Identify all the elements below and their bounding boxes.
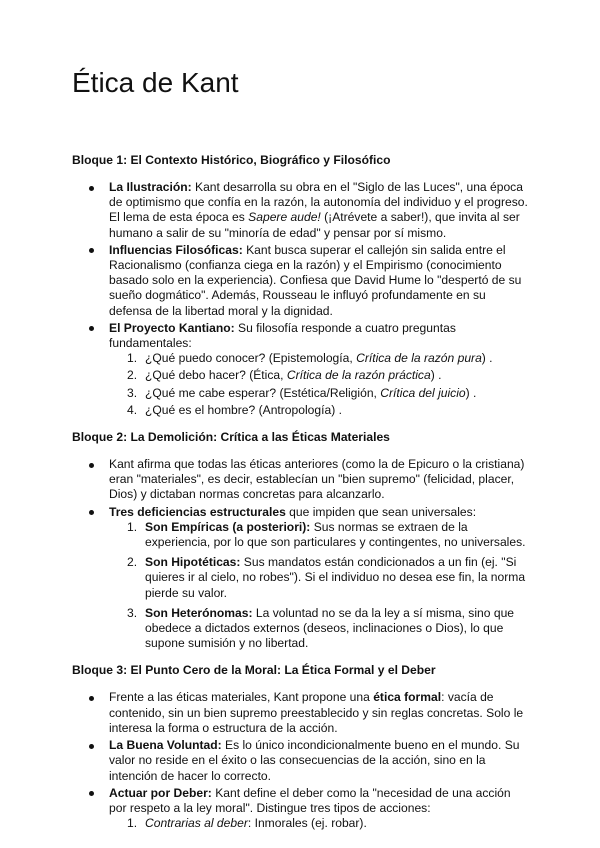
item-text: ) . — [465, 385, 477, 400]
item-text: ¿Qué es el hombre? (Antropología) . — [145, 402, 342, 417]
list-item-deber — [109, 786, 528, 832]
list-item-proyecto — [109, 321, 528, 418]
page-title: Ética de Kant — [72, 67, 239, 98]
italic-text: Contrarias al deber — [145, 816, 248, 831]
item-text: ¿Qué debo hacer? (Ética, — [145, 368, 287, 383]
bullet-list — [72, 180, 528, 418]
item-text: ¿Qué puedo conocer? (Epistemología, — [145, 351, 357, 366]
paragraph-text: Kant define el deber como la "necesidad de una acción por respeto a la ley moral". Distingue tres tipos de acciones: — [109, 785, 511, 815]
section-bloque-3 — [72, 663, 528, 831]
section-heading: Bloque 1: El Contexto Histórico, Biográfico y Filosófico — [72, 153, 391, 167]
list-item — [127, 402, 528, 418]
list-item-intro: Kant afirma que todas las éticas anteriores (como la de Epicuro o la cristiana) eran "materiales", es decir, establecían un "bien supremo" (felicidad, placer, Dios) y dictaban normas concretas para alcanzarlo. — [109, 457, 528, 503]
item-number: 1. — [127, 816, 138, 831]
item-number: 3. — [127, 605, 138, 620]
list-item — [127, 816, 528, 831]
bold-text: ética formal — [373, 690, 442, 705]
item-text: Sus normas se extraen de la experiencia, por lo que son particulares y contingentes, no universales. — [145, 519, 526, 550]
bullet-list — [72, 690, 528, 831]
list-item-deficiencias — [109, 505, 528, 652]
list-item — [127, 519, 528, 550]
term-label: Actuar por Deber: — [109, 785, 212, 800]
paragraph-text: Es lo único incondicionalmente bueno en el mundo. Su valor no reside en el éxito o las consecuencias de la acción, sino en la intención de hacer lo correcto. — [109, 738, 520, 783]
list-item — [127, 385, 528, 401]
section-heading: Bloque 2: La Demolición: Crítica a las Éticas Materiales — [72, 430, 390, 445]
term-label: Son Empíricas (a posteriori): — [145, 519, 311, 534]
section-bloque-2 — [72, 430, 528, 651]
term-label: Influencias Filosóficas: — [109, 242, 243, 257]
term-label: Son Hipotéticas: — [145, 555, 241, 570]
item-number: 3. — [127, 385, 138, 400]
list-item-formal — [109, 690, 528, 736]
italic-text: Crítica de la razón pura — [356, 351, 482, 366]
term-label: El Proyecto Kantiano: — [109, 320, 235, 335]
item-number: 1. — [127, 519, 138, 534]
list-item — [127, 351, 528, 366]
paragraph-text: Frente a las éticas materiales, Kant propone una — [109, 690, 374, 705]
list-item-influencias — [109, 243, 528, 319]
item-text: ¿Qué me cabe esperar? (Estética/Religión, — [145, 385, 381, 400]
list-item — [127, 605, 528, 652]
paragraph-text: Kant busca superar el callejón sin salida entre el Racionalismo (confianza ciega en la razón) y el Empirismo (conocimiento basado solo en la experiencia). Confiesa que David Hume lo "despertó de su sueño dogmático". Además, Rousseau le influyó profundamente en su defensa de la libertad moral y la dignidad. — [109, 242, 522, 318]
term-label: La Ilustración: — [109, 180, 192, 194]
list-item — [127, 555, 528, 601]
italic-text: Crítica del juicio — [380, 385, 466, 400]
term-label: Son Heterónomas: — [145, 605, 253, 620]
list-item-buena-voluntad — [109, 738, 528, 784]
item-text: La voluntad no se da la ley a sí misma, sino que obedece a dictados externos (deseos, inclinaciones o Dios), lo que supone sumisión y no libertad. — [145, 605, 515, 651]
paragraph-text: (¡Atrévete a saber!), que invita al ser humano a salir de su "minoría de edad" y pensar por sí mismo. — [109, 210, 520, 240]
item-text: Sus mandatos están condicionados a un fin (ej. "Si quieres ir al cielo, no robes"). Si el individuo no desea ese fin, la norma pierde su valor. — [145, 555, 526, 600]
item-text: ) . — [430, 368, 442, 383]
italic-text: Sapere aude! — [248, 210, 321, 225]
bullet-list — [72, 457, 528, 651]
paragraph-text: Su filosofía responde a cuatro preguntas fundamentales: — [109, 320, 456, 351]
numbered-list — [109, 816, 528, 831]
item-number: 2. — [127, 555, 138, 570]
numbered-list — [109, 351, 528, 418]
item-number: 4. — [127, 402, 138, 417]
item-number: 2. — [127, 368, 138, 383]
section-bloque-1 — [72, 153, 528, 418]
paragraph-text: : vacía de contenido, sin un bien supremo preestablecido y sin reglas concretas. Solo le interesa la forma o estructura de la acción. — [109, 690, 524, 735]
list-item-ilustracion — [109, 180, 528, 241]
item-number: 1. — [127, 351, 138, 366]
item-text: ) . — [481, 351, 493, 366]
paragraph-text: que impiden que sean universales: — [285, 504, 477, 519]
term-label: Tres deficiencias estructurales — [109, 504, 286, 519]
term-label: La Buena Voluntad: — [109, 738, 222, 753]
italic-text: Crítica de la razón práctica — [286, 368, 431, 383]
numbered-list — [109, 520, 528, 652]
paragraph-text: Kant desarrolla su obra en el "Siglo de las Luces", una época de optimismo que confía en la razón, la autonomía del individuo y el progreso. El lema de esta época es — [109, 180, 528, 225]
item-text: : Inmorales (ej. robar). — [247, 816, 367, 831]
list-item — [127, 368, 528, 383]
section-heading: Bloque 3: El Punto Cero de la Moral: La Ética Formal y el Deber — [72, 663, 436, 678]
